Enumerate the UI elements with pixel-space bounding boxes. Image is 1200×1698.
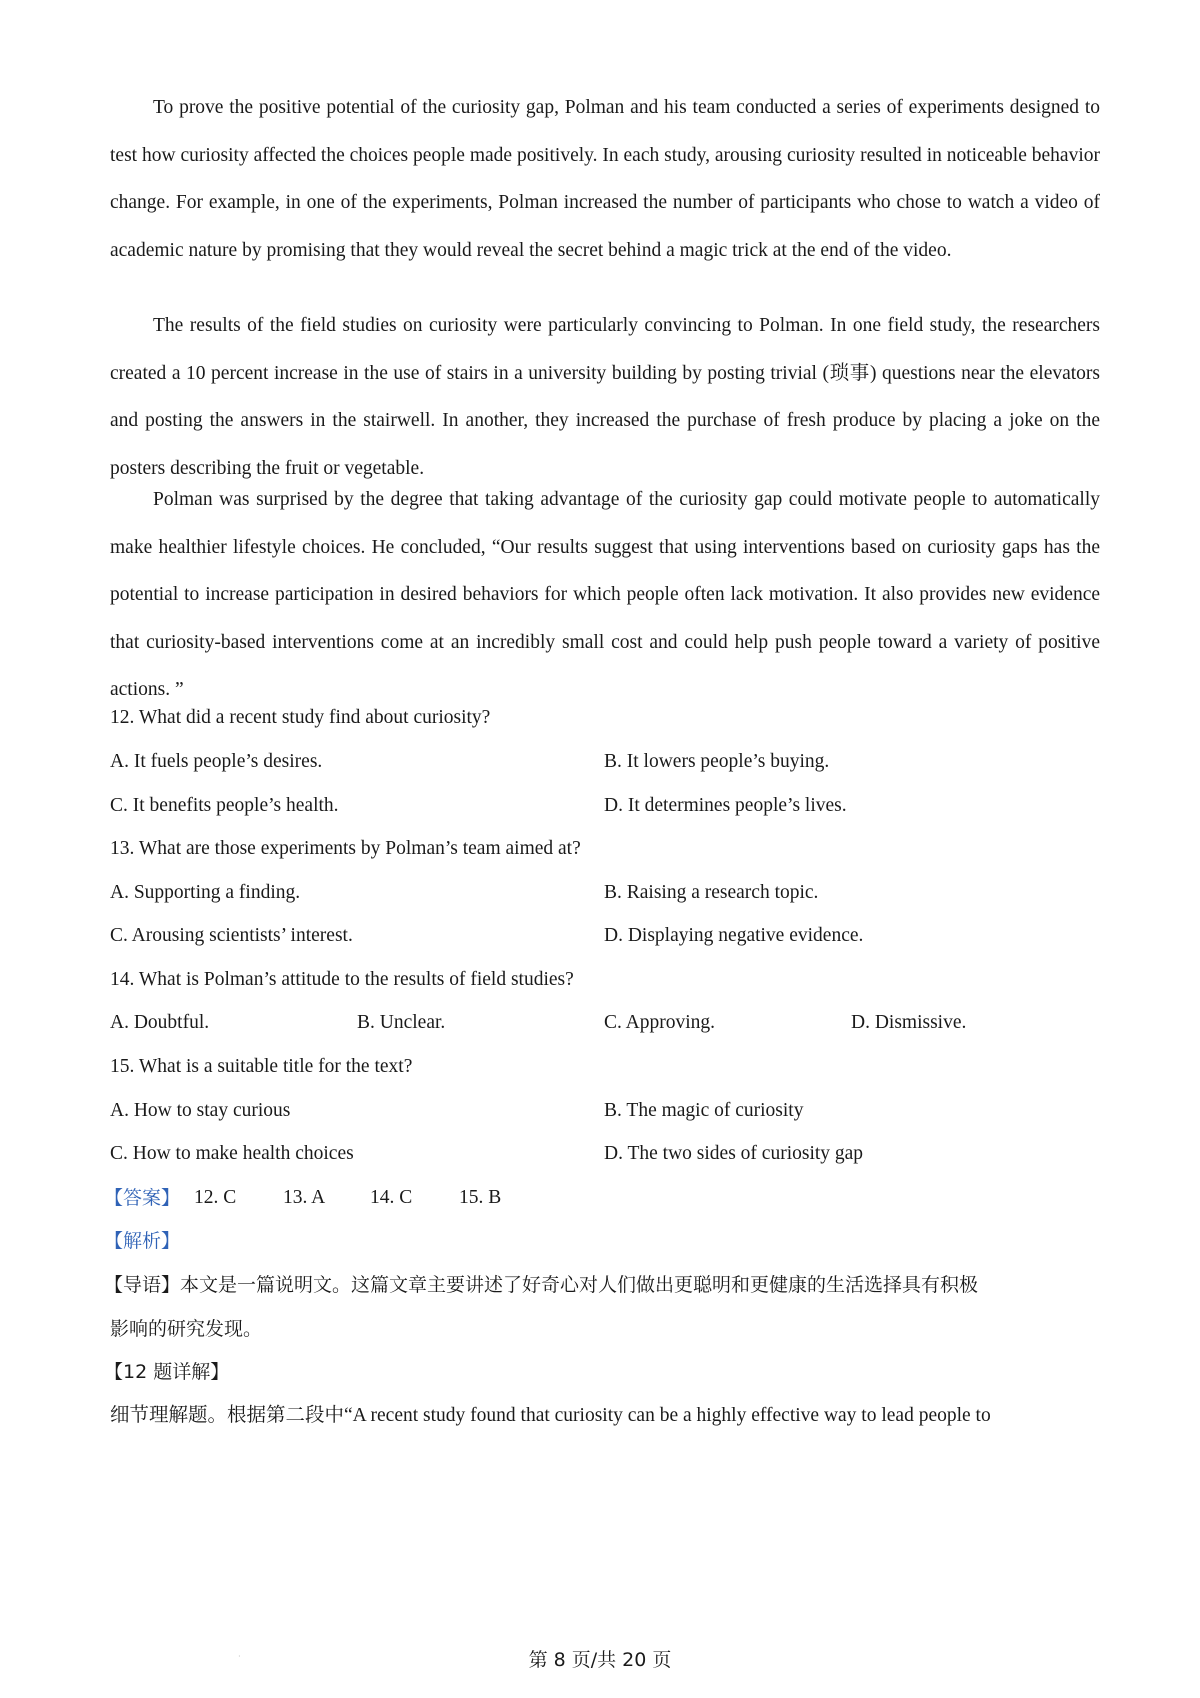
question-15-option-c: C. How to make health choices: [110, 1143, 354, 1164]
answer-14: 14. C: [370, 1187, 413, 1208]
question-12-stem: 12. What did a recent study find about curiosity?: [110, 707, 491, 728]
question-13-option-b: B. Raising a research topic.: [604, 882, 819, 903]
question-12-option-a: A. It fuels people’s desires.: [110, 751, 323, 772]
question-13-options-row-1: [110, 880, 1110, 906]
guide-label: 【导语】: [104, 1274, 181, 1296]
answer-15: 15. B: [459, 1187, 502, 1208]
question-15-stem: 15. What is a suitable title for the text?: [110, 1056, 413, 1077]
question-15-option-d: D. The two sides of curiosity gap: [604, 1143, 864, 1164]
question-12-options-row-2: [110, 793, 1110, 819]
paragraph-conclusion: Polman was surprised by the degree that taking advantage of the curiosity gap could motivate people to automatically make healthier lifestyle choices. He concluded, “Our results suggest that using interventions based on curiosity gaps has the potential to increase participation in desired behaviors for which people often lack motivation. It also provides new evidence that curiosity-based interventions come at an incredibly small cost and could help push people toward a variety of positive actions. ”: [110, 489, 1100, 700]
question-12-option-b: B. It lowers people’s buying.: [604, 751, 830, 772]
question-13-option-c: C. Arousing scientists’ interest.: [110, 925, 353, 946]
detail-text: 细节理解题。根据第二段中“A recent study found that curiosity can be a highly effective way to lead people to: [110, 1405, 991, 1426]
question-13-stem: 13. What are those experiments by Polman’s team aimed at?: [110, 838, 581, 859]
question-13-options-row-2: [110, 923, 1110, 949]
question-14-stem: 14. What is Polman’s attitude to the results of field studies?: [110, 969, 574, 990]
question-12-option-d: D. It determines people’s lives.: [604, 795, 847, 816]
question-15-options-row-1: [110, 1098, 1110, 1124]
page-footer: 第 8 页/共 20 页: [528, 1649, 672, 1671]
guide-line-1: [104, 1272, 978, 1298]
question-15-option-b: B. The magic of curiosity: [604, 1100, 804, 1121]
question-14-option-d: D. Dismissive.: [851, 1012, 967, 1033]
footer-mark: ·: [238, 1652, 241, 1661]
paragraph-field-studies: The results of the field studies on curiosity were particularly convincing to Polman. In one field study, the researchers created a 10 percent increase in the use of stairs in a university building by posting trivial (琐事) questions near the elevators and posting the answers in the stairwell. In another, they increased the purchase of fresh produce by placing a joke on the posters describing the fruit or vegetable.: [110, 315, 1100, 479]
question-14-options-row: [110, 1010, 1110, 1036]
question-12-options-row-1: [110, 749, 1110, 775]
question-14-option-b: B. Unclear.: [357, 1012, 446, 1033]
question-14-option-c: C. Approving.: [604, 1012, 716, 1033]
question-13-option-d: D. Displaying negative evidence.: [604, 925, 864, 946]
answer-label: 【答案】: [104, 1187, 181, 1209]
question-12-option-c: C. It benefits people’s health.: [110, 795, 339, 816]
question-15-options-row-2: [110, 1141, 1110, 1167]
answer-12: 12. C: [194, 1187, 237, 1208]
analysis-label: 【解析】: [104, 1230, 181, 1252]
question-14-option-a: A. Doubtful.: [110, 1012, 210, 1033]
question-13-option-a: A. Supporting a finding.: [110, 882, 301, 903]
question-15-option-a: A. How to stay curious: [110, 1100, 291, 1121]
answer-line: [104, 1185, 1110, 1211]
answer-13: 13. A: [283, 1187, 326, 1208]
guide-text-line-2: 影响的研究发现。: [110, 1318, 263, 1340]
paragraph-experiments: To prove the positive potential of the curiosity gap, Polman and his team conducted a series of experiments designed to test how curiosity affected the choices people made positively. In each study, arousing curiosity resulted in noticeable behavior change. For example, in one of the experiments, Polman increased the number of participants who chose to watch a video of academic nature by promising that they would reveal the secret behind a magic trick at the end of the video.: [110, 97, 1100, 261]
guide-text-line-1: 本文是一篇说明文。这篇文章主要讲述了好奇心对人们做出更聪明和更健康的生活选择具有积极: [180, 1274, 979, 1296]
detail-heading: 【12 题详解】: [104, 1361, 230, 1383]
